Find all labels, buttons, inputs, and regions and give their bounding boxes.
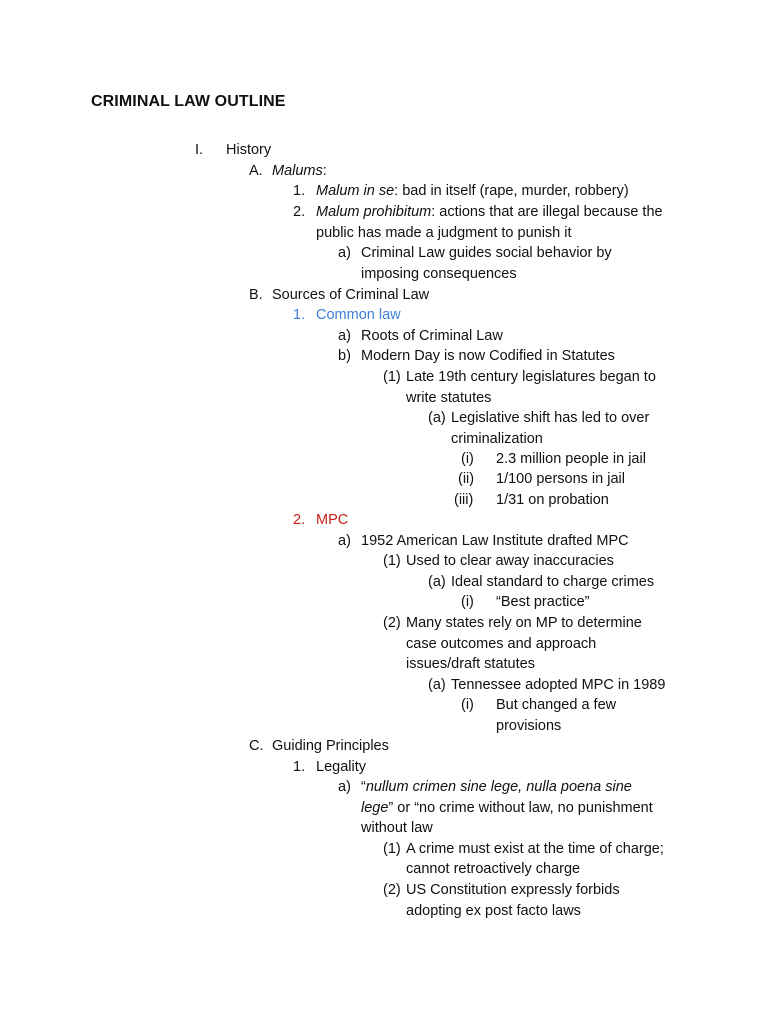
outline-text: Used to clear away inaccuracies — [406, 553, 614, 569]
term: Malum in se — [316, 183, 395, 199]
outline-text: Many states rely on MP to determine — [406, 615, 642, 631]
item-us-constitution-cont: adopting ex post facto laws — [406, 903, 581, 919]
item-malum-prohibitum-cont: public has made a judgment to punish it — [316, 225, 572, 241]
outline-text: Roots of Criminal Law — [361, 328, 503, 344]
outline-text: Common law — [316, 307, 401, 323]
outline-marker: B. — [249, 287, 263, 303]
item-changed-few-cont: provisions — [496, 718, 562, 734]
item-ali-1952 — [338, 531, 629, 552]
outline-marker: a) — [338, 779, 351, 795]
item-social-behavior — [338, 243, 612, 264]
outline-text: 1/100 persons in jail — [496, 471, 625, 487]
item-legislative-shift-cont: criminalization — [451, 431, 543, 447]
quote-open: “ — [361, 779, 366, 795]
item-ideal-standard — [428, 572, 655, 593]
outline-text: A crime must exist at the time of charge; — [406, 841, 664, 857]
outline-marker: (1) — [383, 369, 401, 385]
item-nullum — [338, 777, 632, 798]
outline-text: US Constitution expressly forbids — [406, 882, 620, 898]
outline-marker: (1) — [383, 553, 401, 569]
outline-text: Criminal Law guides social behavior by — [361, 245, 612, 261]
outline-marker: (a) — [428, 677, 446, 693]
outline-marker: a) — [338, 245, 351, 261]
item-malum-in-se — [293, 181, 629, 202]
item-legislative-shift — [428, 408, 650, 429]
outline-marker: 2. — [293, 204, 306, 220]
item-roots — [338, 326, 503, 347]
outline-text: Late 19th century legislatures began to — [406, 369, 656, 385]
outline-marker: (ii) — [458, 471, 475, 487]
outline-marker: 2. — [293, 512, 306, 528]
outline-marker: 1. — [293, 183, 306, 199]
outline-marker: (a) — [428, 574, 446, 590]
outline-text: Legality — [316, 759, 366, 775]
item-changed-few — [461, 695, 617, 716]
item-legality — [293, 757, 366, 778]
item-modern-day — [338, 346, 615, 367]
outline-marker: b) — [338, 348, 351, 364]
item-hundred — [458, 469, 625, 490]
item-late-19th — [383, 367, 656, 388]
outline-text: Tennessee adopted MPC in 1989 — [451, 677, 666, 693]
outline-text: Modern Day is now Codified in Statutes — [361, 348, 615, 364]
term: Malums — [272, 163, 323, 179]
item-common-law — [293, 305, 401, 326]
outline-text: But changed a few — [496, 697, 617, 713]
section-i — [195, 140, 272, 161]
outline-text: : actions that are illegal because the — [431, 204, 663, 220]
outline-marker: (i) — [461, 697, 474, 713]
outline-marker: (i) — [461, 451, 474, 467]
outline-text: “Best practice” — [496, 594, 590, 610]
item-many-states-cont2: issues/draft statutes — [406, 656, 535, 672]
item-malum-prohibitum — [293, 202, 663, 223]
outline-marker: A. — [249, 163, 263, 179]
outline-marker: (1) — [383, 841, 401, 857]
outline-text: 1952 American Law Institute drafted MPC — [361, 533, 629, 549]
item-best-practice — [461, 592, 590, 613]
item-mpc — [293, 510, 349, 531]
item-million — [461, 449, 646, 470]
item-many-states — [383, 613, 642, 634]
document-title: CRIMINAL LAW OUTLINE — [91, 93, 286, 110]
outline-text: 1/31 on probation — [496, 492, 609, 508]
outline-marker: I. — [195, 142, 204, 158]
item-crime-exist — [383, 839, 664, 860]
section-i-c — [249, 736, 389, 757]
outline-text: Legislative shift has led to over — [451, 410, 650, 426]
section-i-a — [249, 161, 327, 182]
outline-marker: (i) — [461, 594, 474, 610]
outline-text: Sources of Criminal Law — [272, 287, 430, 303]
item-tennessee — [428, 675, 666, 696]
term: Malum prohibitum — [316, 204, 432, 220]
outline-text: Guiding Principles — [272, 738, 389, 754]
latin-maxim-end: lege — [361, 800, 389, 816]
item-nullum-cont1 — [361, 798, 653, 819]
item-social-behavior-cont: imposing consequences — [361, 266, 517, 282]
outline-marker: a) — [338, 533, 351, 549]
outline-marker: 1. — [293, 307, 306, 323]
outline-text: 2.3 million people in jail — [496, 451, 646, 467]
latin-maxim: nullum crimen sine lege, nulla poena sine — [365, 779, 632, 795]
item-us-constitution — [383, 880, 620, 901]
section-i-b — [249, 285, 430, 306]
outline-marker: a) — [338, 328, 351, 344]
outline-marker: 1. — [293, 759, 306, 775]
outline-text: Ideal standard to charge crimes — [451, 574, 655, 590]
outline-marker: C. — [249, 738, 264, 754]
outline-marker: (2) — [383, 882, 401, 898]
outline-marker: (iii) — [454, 492, 474, 508]
outline-marker: (a) — [428, 410, 446, 426]
item-clear-away — [383, 551, 614, 572]
item-nullum-cont2: without law — [361, 820, 433, 836]
outline-text: : bad in itself (rape, murder, robbery) — [394, 183, 629, 199]
item-many-states-cont1: case outcomes and approach — [406, 636, 597, 652]
outline-text: ” or “no crime without law, no punishment — [388, 800, 653, 816]
outline-marker: (2) — [383, 615, 401, 631]
item-probation — [454, 490, 609, 511]
outline-text: MPC — [316, 512, 349, 528]
outline-text: : — [322, 163, 327, 179]
item-crime-exist-cont: cannot retroactively charge — [406, 861, 581, 877]
item-late-19th-cont: write statutes — [406, 390, 492, 406]
outline-text: History — [226, 142, 272, 158]
